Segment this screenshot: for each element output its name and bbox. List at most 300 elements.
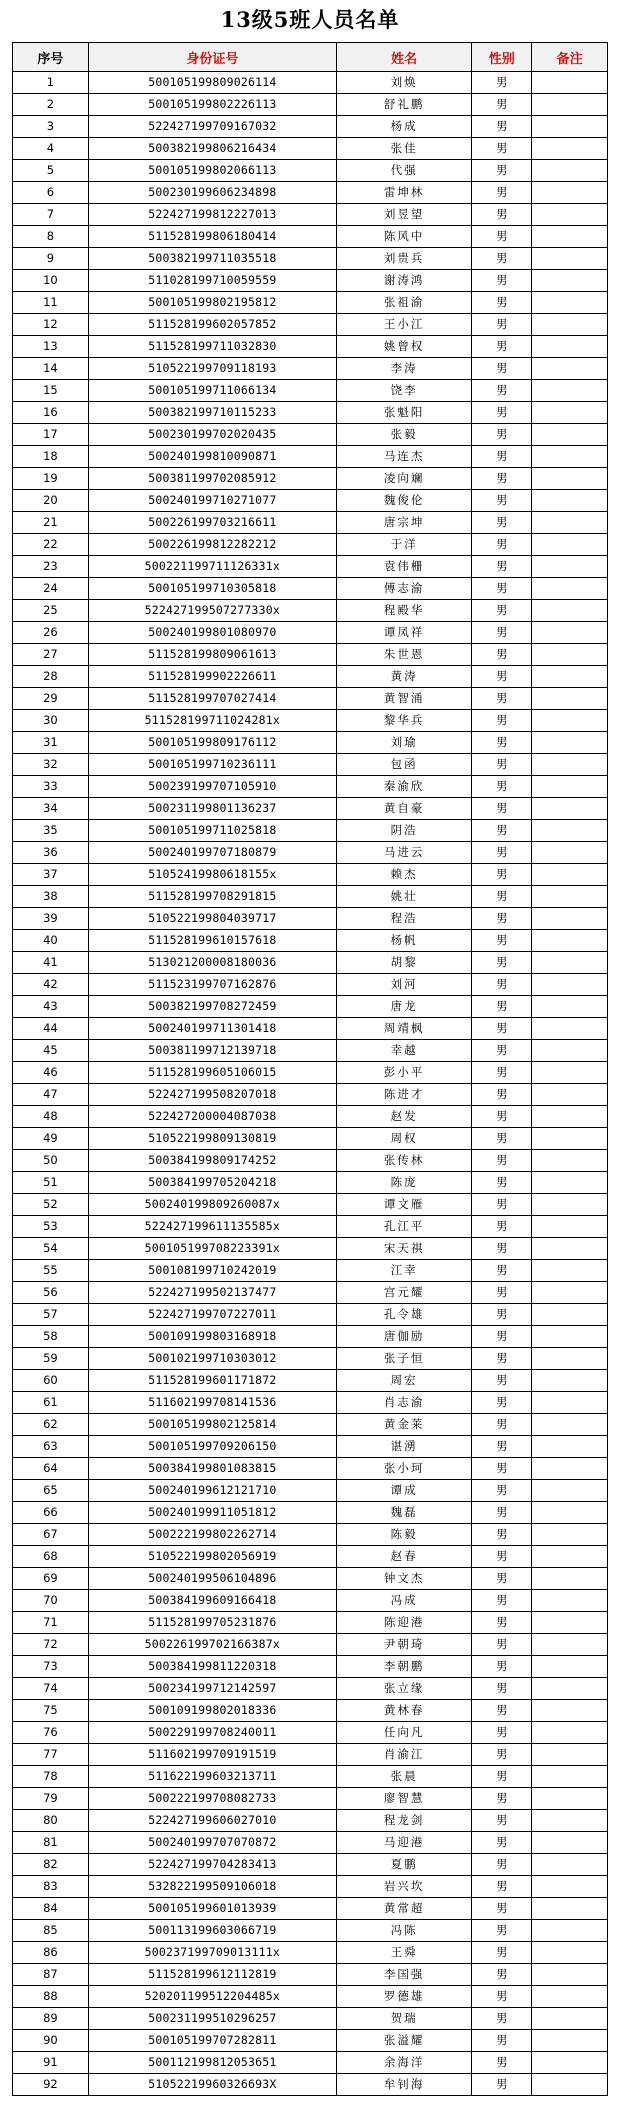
cell-id-number: 522427199709167032 <box>88 116 336 138</box>
cell-name: 江幸 <box>336 1260 472 1282</box>
table-row <box>13 248 608 270</box>
cell-no: 62 <box>13 1414 89 1436</box>
cell-no: 34 <box>13 798 89 820</box>
cell-note <box>532 1744 608 1766</box>
cell-name: 李涛 <box>336 358 472 380</box>
cell-name: 程龙剑 <box>336 1810 472 1832</box>
cell-id-number: 522427199707227011 <box>88 1304 336 1326</box>
cell-name: 黄金莱 <box>336 1414 472 1436</box>
cell-sex: 男 <box>472 1546 532 1568</box>
cell-id-number: 500382199711035518 <box>88 248 336 270</box>
cell-note <box>532 710 608 732</box>
cell-sex: 男 <box>472 226 532 248</box>
cell-note <box>532 1260 608 1282</box>
cell-note <box>532 1040 608 1062</box>
cell-name: 黄自豪 <box>336 798 472 820</box>
cell-no: 41 <box>13 952 89 974</box>
cell-id-number: 522427200004087038 <box>88 1106 336 1128</box>
cell-id-number: 500231199801136237 <box>88 798 336 820</box>
cell-sex: 男 <box>472 72 532 94</box>
cell-id-number: 500240199801080970 <box>88 622 336 644</box>
cell-name: 刘贵兵 <box>336 248 472 270</box>
cell-id-number: 500102199710303012 <box>88 1348 336 1370</box>
table-row <box>13 1260 608 1282</box>
cell-no: 79 <box>13 1788 89 1810</box>
cell-id-number: 500240199710271077 <box>88 490 336 512</box>
cell-id-number: 511528199705231876 <box>88 1612 336 1634</box>
cell-sex: 男 <box>472 160 532 182</box>
cell-note <box>532 314 608 336</box>
cell-note <box>532 380 608 402</box>
cell-name: 宫元耀 <box>336 1282 472 1304</box>
cell-sex: 男 <box>472 490 532 512</box>
cell-sex: 男 <box>472 1832 532 1854</box>
cell-no: 56 <box>13 1282 89 1304</box>
cell-note <box>532 512 608 534</box>
cell-id-number: 51052219960326693X <box>88 2074 336 2096</box>
cell-id-number: 510522199802056919 <box>88 1546 336 1568</box>
table-row <box>13 314 608 336</box>
cell-name: 饶李 <box>336 380 472 402</box>
cell-id-number: 511528199711024281x <box>88 710 336 732</box>
cell-no: 84 <box>13 1898 89 1920</box>
table-row <box>13 1700 608 1722</box>
cell-no: 48 <box>13 1106 89 1128</box>
cell-id-number: 500384199811220318 <box>88 1656 336 1678</box>
cell-id-number: 500382199708272459 <box>88 996 336 1018</box>
table-row <box>13 600 608 622</box>
cell-sex: 男 <box>472 2052 532 2074</box>
table-row <box>13 1150 608 1172</box>
cell-note <box>532 952 608 974</box>
cell-name: 幸越 <box>336 1040 472 1062</box>
cell-id-number: 500240199707070872 <box>88 1832 336 1854</box>
cell-sex: 男 <box>472 600 532 622</box>
cell-note <box>532 1854 608 1876</box>
cell-name: 刘昱望 <box>336 204 472 226</box>
cell-sex: 男 <box>472 1788 532 1810</box>
cell-note <box>532 2074 608 2096</box>
cell-no: 58 <box>13 1326 89 1348</box>
cell-sex: 男 <box>472 1436 532 1458</box>
cell-sex: 男 <box>472 864 532 886</box>
cell-sex: 男 <box>472 1502 532 1524</box>
cell-id-number: 511528199605106015 <box>88 1062 336 1084</box>
cell-note <box>532 1238 608 1260</box>
cell-no: 92 <box>13 2074 89 2096</box>
cell-name: 傅志渝 <box>336 578 472 600</box>
cell-note <box>532 2008 608 2030</box>
table-row <box>13 864 608 886</box>
cell-note <box>532 1304 608 1326</box>
cell-no: 17 <box>13 424 89 446</box>
cell-name: 黄林春 <box>336 1700 472 1722</box>
table-row <box>13 116 608 138</box>
cell-no: 40 <box>13 930 89 952</box>
cell-id-number: 500234199712142597 <box>88 1678 336 1700</box>
cell-sex: 男 <box>472 1128 532 1150</box>
cell-id-number: 500105199802226113 <box>88 94 336 116</box>
cell-name: 王舜 <box>336 1942 472 1964</box>
table-row <box>13 908 608 930</box>
cell-name: 张佳 <box>336 138 472 160</box>
table-row <box>13 1304 608 1326</box>
cell-note <box>532 776 608 798</box>
cell-name: 肖志渝 <box>336 1392 472 1414</box>
cell-no: 75 <box>13 1700 89 1722</box>
table-row <box>13 336 608 358</box>
cell-id-number: 500384199705204218 <box>88 1172 336 1194</box>
cell-name: 袁伟栅 <box>336 556 472 578</box>
cell-sex: 男 <box>472 1854 532 1876</box>
cell-id-number: 500230199606234898 <box>88 182 336 204</box>
cell-name: 刘瑜 <box>336 732 472 754</box>
cell-sex: 男 <box>472 1260 532 1282</box>
header-no: 序号 <box>13 43 89 72</box>
table-row <box>13 1832 608 1854</box>
cell-no: 12 <box>13 314 89 336</box>
table-row <box>13 512 608 534</box>
cell-id-number: 500382199806216434 <box>88 138 336 160</box>
cell-no: 64 <box>13 1458 89 1480</box>
cell-id-number: 511528199610157618 <box>88 930 336 952</box>
cell-no: 18 <box>13 446 89 468</box>
table-row <box>13 380 608 402</box>
cell-note <box>532 1832 608 1854</box>
cell-note <box>532 1876 608 1898</box>
cell-sex: 男 <box>472 754 532 776</box>
table-row <box>13 1018 608 1040</box>
cell-no: 54 <box>13 1238 89 1260</box>
table-row <box>13 1326 608 1348</box>
table-body <box>13 72 608 2096</box>
cell-name: 陈进才 <box>336 1084 472 1106</box>
cell-sex: 男 <box>472 1304 532 1326</box>
cell-no: 19 <box>13 468 89 490</box>
cell-no: 87 <box>13 1964 89 1986</box>
cell-note <box>532 1018 608 1040</box>
cell-sex: 男 <box>472 1018 532 1040</box>
cell-no: 77 <box>13 1744 89 1766</box>
cell-note <box>532 2030 608 2052</box>
cell-name: 谭成 <box>336 1480 472 1502</box>
cell-note <box>532 204 608 226</box>
table-row <box>13 1810 608 1832</box>
table-row <box>13 1348 608 1370</box>
cell-sex: 男 <box>472 2074 532 2096</box>
cell-note <box>532 864 608 886</box>
cell-no: 82 <box>13 1854 89 1876</box>
cell-name: 黄常超 <box>336 1898 472 1920</box>
cell-no: 14 <box>13 358 89 380</box>
cell-sex: 男 <box>472 666 532 688</box>
cell-note <box>532 1678 608 1700</box>
cell-sex: 男 <box>472 556 532 578</box>
table-row <box>13 226 608 248</box>
cell-note <box>532 138 608 160</box>
table-row <box>13 842 608 864</box>
cell-no: 15 <box>13 380 89 402</box>
cell-no: 33 <box>13 776 89 798</box>
cell-id-number: 500226199702166387x <box>88 1634 336 1656</box>
cell-name: 王小江 <box>336 314 472 336</box>
cell-no: 25 <box>13 600 89 622</box>
cell-name: 张祖渝 <box>336 292 472 314</box>
cell-name: 谭凤祥 <box>336 622 472 644</box>
cell-sex: 男 <box>472 908 532 930</box>
cell-name: 牟钊海 <box>336 2074 472 2096</box>
table-row <box>13 776 608 798</box>
table-row <box>13 1392 608 1414</box>
cell-id-number: 513021200008180036 <box>88 952 336 974</box>
header-row <box>13 43 608 72</box>
cell-no: 59 <box>13 1348 89 1370</box>
cell-note <box>532 1216 608 1238</box>
cell-no: 4 <box>13 138 89 160</box>
table-row <box>13 820 608 842</box>
cell-sex: 男 <box>472 2008 532 2030</box>
cell-name: 贺瑞 <box>336 2008 472 2030</box>
cell-name: 舒礼鹏 <box>336 94 472 116</box>
table-row <box>13 270 608 292</box>
cell-no: 28 <box>13 666 89 688</box>
cell-sex: 男 <box>472 94 532 116</box>
table-row <box>13 534 608 556</box>
cell-id-number: 500105199711025818 <box>88 820 336 842</box>
cell-sex: 男 <box>472 1634 532 1656</box>
table-row <box>13 1678 608 1700</box>
cell-sex: 男 <box>472 1568 532 1590</box>
cell-no: 16 <box>13 402 89 424</box>
table-row <box>13 2052 608 2074</box>
cell-name: 姚曾权 <box>336 336 472 358</box>
cell-no: 80 <box>13 1810 89 1832</box>
cell-sex: 男 <box>472 1920 532 1942</box>
cell-note <box>532 996 608 1018</box>
cell-note <box>532 446 608 468</box>
cell-note <box>532 798 608 820</box>
table-row <box>13 138 608 160</box>
cell-note <box>532 1128 608 1150</box>
cell-sex: 男 <box>472 1084 532 1106</box>
cell-id-number: 500105199710305818 <box>88 578 336 600</box>
cell-name: 周权 <box>336 1128 472 1150</box>
cell-note <box>532 358 608 380</box>
cell-no: 8 <box>13 226 89 248</box>
cell-sex: 男 <box>472 1986 532 2008</box>
cell-id-number: 500231199510296257 <box>88 2008 336 2030</box>
cell-id-number: 500109199802018336 <box>88 1700 336 1722</box>
cell-name: 阴浩 <box>336 820 472 842</box>
cell-name: 陈风中 <box>336 226 472 248</box>
cell-name: 杨成 <box>336 116 472 138</box>
header-sex: 性别 <box>472 43 532 72</box>
roster-table <box>12 42 608 2096</box>
cell-id-number: 500222199802262714 <box>88 1524 336 1546</box>
cell-note <box>532 644 608 666</box>
table-row <box>13 292 608 314</box>
cell-name: 廖智慧 <box>336 1788 472 1810</box>
cell-name: 冯成 <box>336 1590 472 1612</box>
cell-sex: 男 <box>472 622 532 644</box>
cell-note <box>532 534 608 556</box>
cell-sex: 男 <box>472 1700 532 1722</box>
table-row <box>13 1964 608 1986</box>
cell-no: 57 <box>13 1304 89 1326</box>
cell-name: 孔江平 <box>336 1216 472 1238</box>
cell-note <box>532 1348 608 1370</box>
cell-no: 35 <box>13 820 89 842</box>
cell-note <box>532 72 608 94</box>
cell-sex: 男 <box>472 996 532 1018</box>
cell-id-number: 500230199702020435 <box>88 424 336 446</box>
cell-name: 张溢耀 <box>336 2030 472 2052</box>
cell-name: 于洋 <box>336 534 472 556</box>
cell-no: 22 <box>13 534 89 556</box>
cell-note <box>532 270 608 292</box>
cell-note <box>532 1458 608 1480</box>
cell-name: 马迎港 <box>336 1832 472 1854</box>
table-row <box>13 1194 608 1216</box>
cell-note <box>532 1194 608 1216</box>
table-row <box>13 1766 608 1788</box>
cell-id-number: 511602199708141536 <box>88 1392 336 1414</box>
cell-no: 67 <box>13 1524 89 1546</box>
cell-id-number: 500384199809174252 <box>88 1150 336 1172</box>
cell-id-number: 500105199802066113 <box>88 160 336 182</box>
cell-no: 78 <box>13 1766 89 1788</box>
cell-sex: 男 <box>472 1722 532 1744</box>
cell-name: 唐宗坤 <box>336 512 472 534</box>
cell-note <box>532 2052 608 2074</box>
cell-id-number: 500105199802125814 <box>88 1414 336 1436</box>
cell-note <box>532 292 608 314</box>
cell-sex: 男 <box>472 1392 532 1414</box>
cell-note <box>532 1612 608 1634</box>
table-row <box>13 996 608 1018</box>
cell-name: 唐伽励 <box>336 1326 472 1348</box>
cell-no: 32 <box>13 754 89 776</box>
cell-note <box>532 754 608 776</box>
table-row <box>13 1172 608 1194</box>
cell-id-number: 500381199702085912 <box>88 468 336 490</box>
cell-sex: 男 <box>472 1898 532 1920</box>
table-row <box>13 2074 608 2096</box>
cell-name: 赵春 <box>336 1546 472 1568</box>
cell-no: 53 <box>13 1216 89 1238</box>
cell-sex: 男 <box>472 1612 532 1634</box>
table-row <box>13 644 608 666</box>
cell-sex: 男 <box>472 314 532 336</box>
cell-sex: 男 <box>472 1062 532 1084</box>
cell-id-number: 500240199809260087x <box>88 1194 336 1216</box>
cell-no: 70 <box>13 1590 89 1612</box>
cell-id-number: 511028199710059559 <box>88 270 336 292</box>
cell-name: 姚壮 <box>336 886 472 908</box>
cell-note <box>532 1480 608 1502</box>
cell-id-number: 510522199709118193 <box>88 358 336 380</box>
cell-sex: 男 <box>472 886 532 908</box>
cell-sex: 男 <box>472 1238 532 1260</box>
cell-sex: 男 <box>472 1040 532 1062</box>
cell-id-number: 511528199806180414 <box>88 226 336 248</box>
cell-name: 张传林 <box>336 1150 472 1172</box>
table-row <box>13 754 608 776</box>
cell-no: 50 <box>13 1150 89 1172</box>
cell-name: 赖杰 <box>336 864 472 886</box>
cell-id-number: 500105199711066134 <box>88 380 336 402</box>
cell-sex: 男 <box>472 1964 532 1986</box>
cell-no: 9 <box>13 248 89 270</box>
cell-note <box>532 1282 608 1304</box>
cell-sex: 男 <box>472 1876 532 1898</box>
cell-note <box>532 820 608 842</box>
cell-no: 7 <box>13 204 89 226</box>
table-row <box>13 886 608 908</box>
cell-sex: 男 <box>472 952 532 974</box>
cell-name: 黄涛 <box>336 666 472 688</box>
cell-sex: 男 <box>472 468 532 490</box>
cell-id-number: 500108199710242019 <box>88 1260 336 1282</box>
cell-id-number: 511528199707027414 <box>88 688 336 710</box>
table-row <box>13 182 608 204</box>
cell-name: 唐龙 <box>336 996 472 1018</box>
cell-name: 周靖枫 <box>336 1018 472 1040</box>
table-row <box>13 1524 608 1546</box>
cell-id-number: 500240199911051812 <box>88 1502 336 1524</box>
cell-name: 周宏 <box>336 1370 472 1392</box>
cell-id-number: 500105199708223391x <box>88 1238 336 1260</box>
cell-id-number: 511528199711032830 <box>88 336 336 358</box>
cell-id-number: 522427199508207018 <box>88 1084 336 1106</box>
table-row <box>13 424 608 446</box>
cell-name: 张子恒 <box>336 1348 472 1370</box>
cell-no: 23 <box>13 556 89 578</box>
cell-sex: 男 <box>472 534 532 556</box>
cell-no: 89 <box>13 2008 89 2030</box>
table-row <box>13 1568 608 1590</box>
cell-name: 张晨 <box>336 1766 472 1788</box>
table-row <box>13 1216 608 1238</box>
table-row <box>13 1986 608 2008</box>
cell-sex: 男 <box>472 1810 532 1832</box>
cell-no: 11 <box>13 292 89 314</box>
table-row <box>13 490 608 512</box>
cell-name: 张毅 <box>336 424 472 446</box>
table-row <box>13 710 608 732</box>
table-row <box>13 1546 608 1568</box>
cell-no: 74 <box>13 1678 89 1700</box>
table-row <box>13 1282 608 1304</box>
cell-name: 李国强 <box>336 1964 472 1986</box>
table-row <box>13 1084 608 1106</box>
cell-sex: 男 <box>472 1766 532 1788</box>
cell-note <box>532 1524 608 1546</box>
cell-id-number: 500105199707282811 <box>88 2030 336 2052</box>
cell-note <box>532 94 608 116</box>
cell-sex: 男 <box>472 688 532 710</box>
cell-note <box>532 1590 608 1612</box>
cell-sex: 男 <box>472 1150 532 1172</box>
cell-name: 胡黎 <box>336 952 472 974</box>
cell-no: 49 <box>13 1128 89 1150</box>
cell-sex: 男 <box>472 2030 532 2052</box>
cell-id-number: 500239199707105910 <box>88 776 336 798</box>
cell-id-number: 500240199612121710 <box>88 1480 336 1502</box>
table-row <box>13 1040 608 1062</box>
cell-name: 谌湧 <box>336 1436 472 1458</box>
cell-name: 任向凡 <box>336 1722 472 1744</box>
